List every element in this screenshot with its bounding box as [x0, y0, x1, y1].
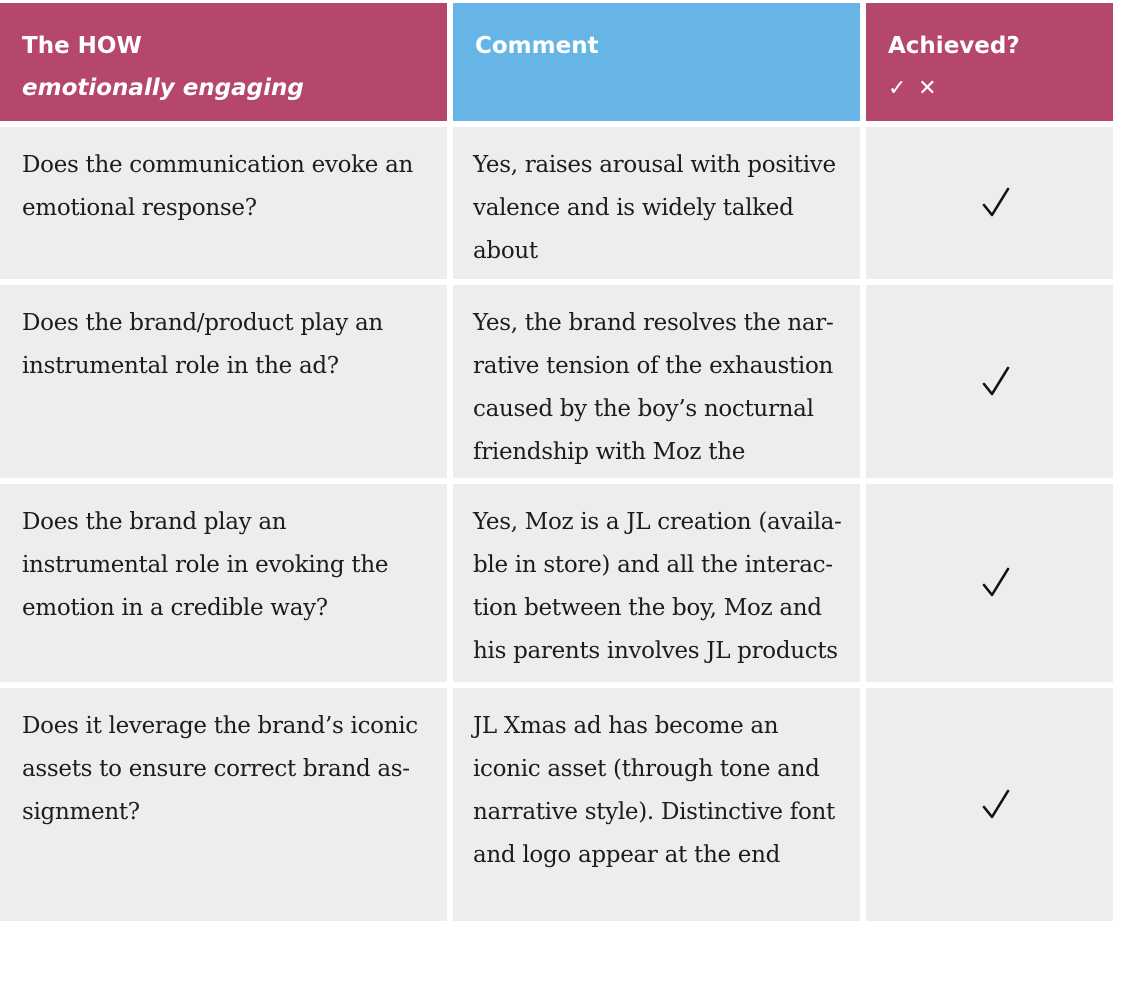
header-comment-title: Comment — [475, 33, 599, 59]
header-achieved — [866, 3, 1113, 121]
row-1-achieved — [866, 127, 1113, 279]
check-icon — [981, 566, 1011, 600]
row-4-question: Does it leverage the brand’s iconic assets to ensure correct brand as-signment? — [0, 688, 447, 921]
check-icon — [981, 186, 1011, 220]
check-icon — [981, 365, 1011, 399]
row-3-achieved — [866, 484, 1113, 682]
check-icon — [981, 788, 1011, 822]
header-the-how — [0, 3, 447, 121]
header-achieved-title: Achieved? — [888, 33, 1020, 59]
row-1-comment: Yes, raises arousal with positive valence and is widely talked about — [453, 127, 860, 279]
header-achieved-marks: ✓ ✕ — [888, 76, 939, 101]
engagement-table — [0, 3, 1113, 921]
header-comment — [453, 3, 860, 121]
row-2-comment: Yes, the brand resolves the nar-rative tension of the exhaustion caused by the boy’s nocturnal friendship with Moz the — [453, 285, 860, 478]
row-2-achieved — [866, 285, 1113, 478]
row-4-comment: JL Xmas ad has become an iconic asset (through tone and narrative style). Distinctive font and logo appear at the end — [453, 688, 860, 921]
row-4-achieved — [866, 688, 1113, 921]
header-the-how-title: The HOW — [22, 33, 142, 59]
header-the-how-subtitle: emotionally engaging — [22, 75, 304, 101]
row-1-question: Does the communication evoke an emotional response? — [0, 127, 447, 279]
row-3-comment: Yes, Moz is a JL creation (availa-ble in store) and all the interac-tion between the boy, Moz and his parents involves JL products — [453, 484, 860, 682]
row-3-question: Does the brand play an instrumental role in evoking the emotion in a credible way? — [0, 484, 447, 682]
row-2-question: Does the brand/product play an instrumental role in the ad? — [0, 285, 447, 478]
